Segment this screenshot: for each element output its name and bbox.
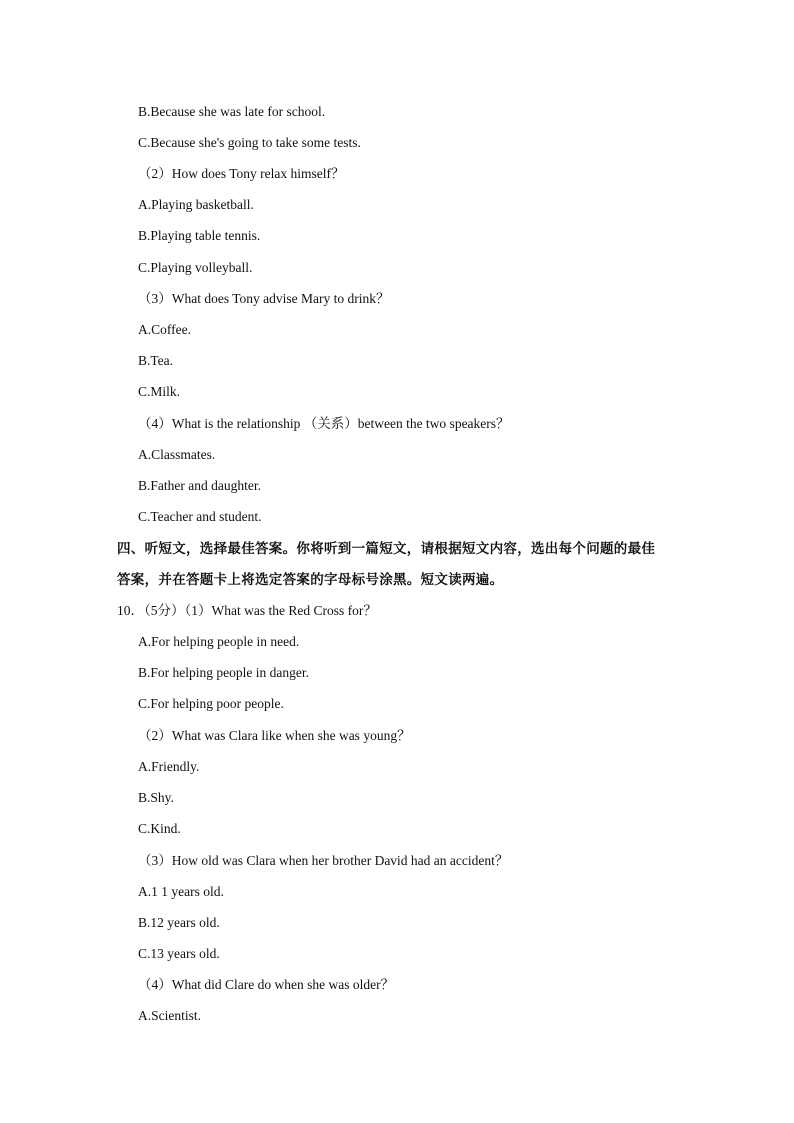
option-a-line: A.Scientist. bbox=[138, 1008, 201, 1023]
option-c-line: C.Playing volleyball. bbox=[138, 260, 253, 275]
option-a-line: A.For helping people in need. bbox=[138, 634, 300, 649]
option-c-line: C.Teacher and student. bbox=[138, 509, 262, 524]
option-b-line: B.12 years old. bbox=[138, 915, 220, 930]
question-2-line: （2）What was Clara like when she was young？ bbox=[138, 728, 411, 743]
option-c-line: C.For helping poor people. bbox=[138, 696, 284, 711]
option-b-line: B.Playing table tennis. bbox=[138, 228, 261, 243]
question-4-line: （4）What did Clare do when she was older？ bbox=[138, 977, 395, 992]
question-3-line: （3）What does Tony advise Mary to drink？ bbox=[138, 291, 390, 306]
section-heading: 四、听短文，选择最佳答案。你将听到一篇短文，请根据短文内容，选出每个问题的最佳 bbox=[117, 541, 656, 557]
option-a-line: A.Classmates. bbox=[138, 447, 216, 462]
section-heading-continued: 答案，并在答题卡上将选定答案的字母标号涂黑。短文读两遍。 bbox=[117, 572, 504, 588]
option-a-line: A.Coffee. bbox=[138, 322, 191, 337]
option-c-line: C.13 years old. bbox=[138, 946, 220, 961]
option-b-line: B.Shy. bbox=[138, 790, 174, 805]
option-c-line: C.Because she's going to take some tests. bbox=[138, 135, 361, 150]
question-3-line: （3）How old was Clara when her brother David had an accident？ bbox=[138, 853, 509, 868]
option-b-line: B.Father and daughter. bbox=[138, 478, 261, 493]
question-4-line: （4）What is the relationship （关系）between the two speakers？ bbox=[138, 416, 510, 431]
option-c-line: C.Kind. bbox=[138, 821, 181, 836]
option-a-line: A.Playing basketball. bbox=[138, 197, 254, 212]
question-2-line: （2）How does Tony relax himself？ bbox=[138, 166, 345, 181]
option-a-line: A.Friendly. bbox=[138, 759, 200, 774]
option-a-line: A.1 1 years old. bbox=[138, 884, 224, 899]
option-b-line: B.For helping people in danger. bbox=[138, 665, 309, 680]
option-c-line: C.Milk. bbox=[138, 384, 181, 399]
option-b-line: B.Tea. bbox=[138, 353, 174, 368]
option-b-line: B.Because she was late for school. bbox=[138, 104, 326, 119]
question-10-line: 10．（5分）（1）What was the Red Cross for？ bbox=[117, 603, 377, 618]
